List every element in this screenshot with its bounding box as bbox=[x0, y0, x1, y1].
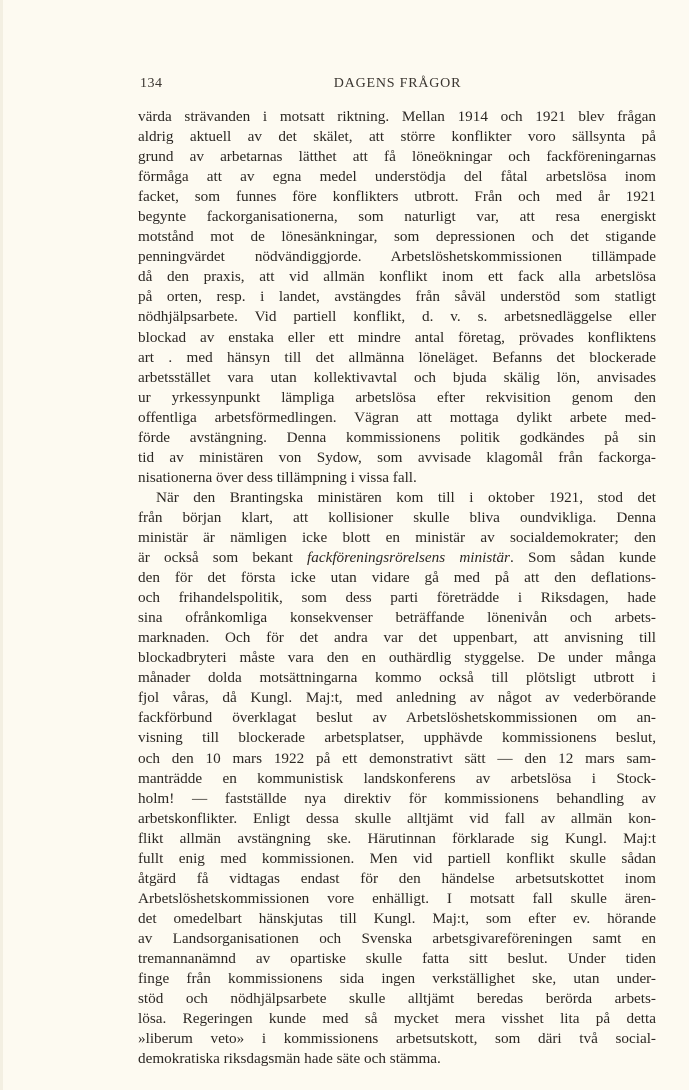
text-line: penningvärdet nödvändiggjorde. Arbetslöshetskommissionen tillämpade bbox=[138, 248, 656, 266]
text-line: arbetskonflikter. Enligt dessa skulle alltjämt vid fall av allmän kon- bbox=[138, 809, 656, 827]
text-line: holm! — fastställde nya direktiv för kommissionens behandling av bbox=[138, 789, 656, 807]
text-line: från början klart, att kollisioner skulle bliva oundvikliga. Denna bbox=[138, 508, 656, 526]
text-line: ministär är nämligen icke blott en ministär av socialdemokrater; den bbox=[138, 528, 656, 546]
text-line: begynte fackorganisationerna, som naturligt var, att resa energiskt bbox=[138, 208, 656, 226]
page-header bbox=[140, 76, 655, 96]
text-segment: är också som bekant bbox=[138, 549, 308, 567]
text-line: arbetsstället vara utan kollektivavtal och bjuda skälig lön, anvisades bbox=[138, 368, 656, 386]
text-line: offentliga arbetsförmedlingen. Vägran att mottaga dylikt arbete med- bbox=[138, 408, 656, 426]
text-line: manträdde en kommunistisk landskonferens av arbetslösa i Stock- bbox=[138, 769, 656, 787]
text-line: grund av arbetarnas lätthet att få löneökningar och fackföreningarnas bbox=[138, 148, 656, 166]
text-line: tremannanämnd av opartiske skulle fatta sitt beslut. Under tiden bbox=[138, 949, 656, 967]
text-line: och den 10 mars 1922 på ett demonstrativt sätt — den 12 mars sam- bbox=[138, 749, 656, 767]
text-line: värda strävanden i motsatt riktning. Mellan 1914 och 1921 blev frågan bbox=[138, 108, 656, 125]
text-line: fullt enig med kommissionen. Men vid partiell konflikt skulle sådan bbox=[138, 849, 656, 867]
text-line: finge från kommissionens sida ingen verkställighet ske, utan under- bbox=[138, 970, 656, 988]
text-line: förde avstängning. Denna kommissionens politik godkändes på sin bbox=[138, 428, 656, 446]
page-number: 134 bbox=[140, 76, 163, 91]
text-line: fackförbund överklagat beslut av Arbetslöshetskommissionen om an- bbox=[138, 709, 656, 727]
text-line: flikt allmän avstängning ske. Härutinnan förklarade sig Kungl. Maj:t bbox=[138, 829, 656, 847]
text-line: sina ofrånkomliga konsekvenser beträffande lönenivån och arbets- bbox=[138, 609, 656, 627]
text-line: nödhjälpsarbete. Vid partiell konflikt, d. v. s. arbetsnedläggelse eller bbox=[138, 308, 656, 326]
text-line: motstånd mot de lönesänkningar, som depressionen och det stigande bbox=[138, 228, 656, 246]
text-line: marknaden. Och för det andra var det uppenbart, att anvisning till bbox=[138, 629, 656, 647]
text-line: fjol våras, då Kungl. Maj:t, med anledning av något av vederbörande bbox=[138, 689, 656, 707]
text-line: av Landsorganisationen och Svenska arbetsgivareföreningen samt en bbox=[138, 929, 656, 947]
text-line: stöd och nödhjälpsarbete skulle alltjämt beredas berörda arbets- bbox=[138, 990, 656, 1008]
text-line: lösa. Regeringen kunde med så mycket mera visshet lita på detta bbox=[138, 1010, 656, 1028]
text-line: blockadbryteri måste vara den en outhärdlig styggelse. De under många bbox=[138, 649, 656, 667]
text-line: ur yrkessynpunkt lämpliga arbetslösa efter rekvisition genom den bbox=[138, 388, 656, 406]
text-line: tid av ministären von Sydow, som avvisade klagomål från fackorga- bbox=[138, 448, 656, 466]
text-line: »liberum veto» i kommissionens arbetsutskott, som däri två social- bbox=[138, 1030, 656, 1048]
text-line: månader dolda motsättningarna kommo också till plötsligt utbrott i bbox=[138, 669, 656, 687]
text-line: aldrig aktuell av det skälet, att större konflikter voro sällsynta på bbox=[138, 128, 656, 146]
text-line: art . med hänsyn till det allmänna löneläget. Befanns det blockerade bbox=[138, 348, 656, 366]
running-title: DAGENS FRÅGOR bbox=[333, 76, 462, 91]
text-line: och frihandelspolitik, som dess parti företrädde i Riksdagen, hade bbox=[138, 589, 656, 607]
text-line: Arbetslöshetskommissionen vore enhälligt. I motsatt fall skulle ären- bbox=[138, 889, 656, 907]
text-line: på orten, resp. i landet, avstängdes från såväl understöd som statligt bbox=[138, 288, 656, 306]
text-line: facket, som funnes före konflikters utbrott. Från och med år 1921 bbox=[138, 188, 656, 206]
italic-phrase: fackföreningsrörelsens ministär bbox=[307, 549, 510, 567]
text-line: nisationerna över dess tillämpning i vissa fall. bbox=[138, 468, 417, 486]
text-line: den för det första icke utan vidare gå med på att den deflations- bbox=[138, 569, 656, 587]
text-line bbox=[138, 548, 656, 568]
text-segment: . Som sådan kunde bbox=[509, 549, 656, 567]
text-line: blockad av enstaka eller ett mindre antal företag, prövades konfliktens bbox=[138, 328, 656, 346]
text-line: förmåga att av egna medel understödja del fåtal arbetslösa inom bbox=[138, 168, 656, 186]
text-line: När den Brantingska ministären kom till i oktober 1921, stod det bbox=[156, 488, 656, 506]
text-line: demokratiska riksdagsmän hade säte och stämma. bbox=[138, 1050, 441, 1068]
text-line: det omedelbart hänskjutas till Kungl. Maj:t, som efter ev. hörande bbox=[138, 909, 656, 927]
text-line: åtgärd få vidtagas endast för den händelse arbetsutskottet inom bbox=[138, 869, 656, 887]
text-line: då den praxis, att vid allmän konflikt inom ett fack alla arbetslösa bbox=[138, 268, 656, 286]
text-line: visning till blockerade arbetsplatser, upphävde kommissionens beslut, bbox=[138, 729, 656, 747]
body-text bbox=[138, 107, 656, 1069]
